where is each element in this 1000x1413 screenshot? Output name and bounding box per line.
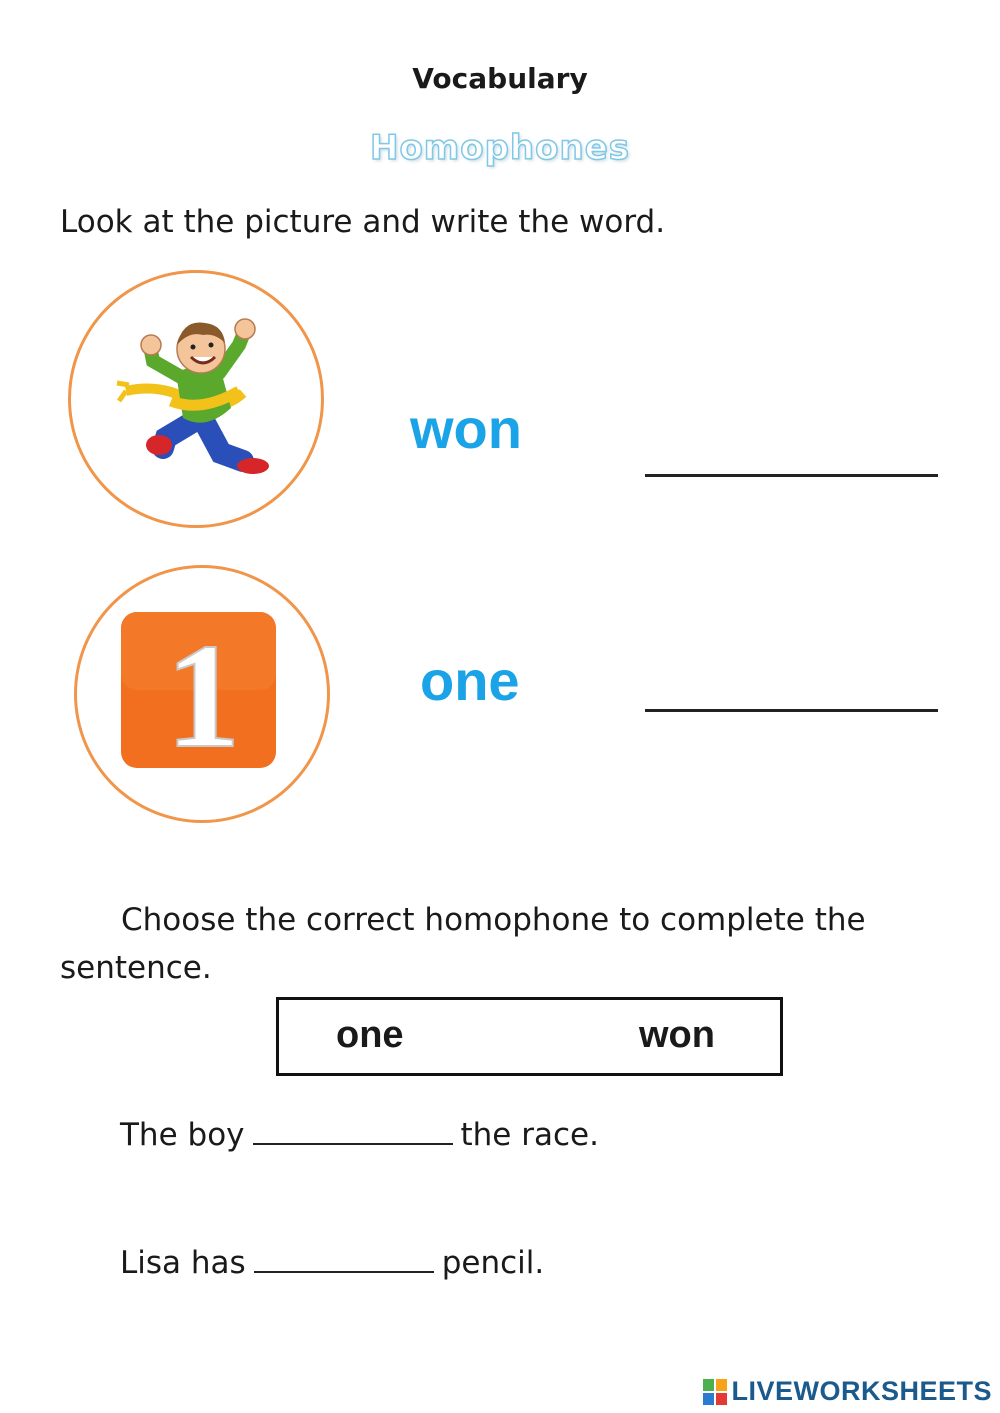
sentence-2-after: pencil. <box>441 1245 545 1281</box>
tile-digit: 1 <box>165 613 241 779</box>
sentence-1 <box>120 1117 599 1153</box>
running-boy-icon <box>71 273 321 525</box>
footer-brand-text: LIVEWORKSHEETS <box>731 1376 992 1406</box>
word-bank <box>276 997 783 1076</box>
footer-brand <box>703 1376 992 1407</box>
answer-line-won[interactable] <box>645 474 938 477</box>
word-one: one <box>420 649 520 712</box>
instruction-write-word: Look at the picture and write the word. <box>60 204 666 240</box>
word-bank-one: one <box>336 1014 404 1056</box>
sentence-1-blank[interactable] <box>253 1119 453 1145</box>
word-bank-won: won <box>639 1014 715 1056</box>
sentence-2-before: Lisa has <box>120 1245 246 1281</box>
liveworksheets-logo-icon <box>703 1379 727 1405</box>
page-subtitle: Homophones <box>369 128 630 168</box>
instruction-choose-homophone: Choose the correct homophone to complete the sentence. <box>60 902 866 986</box>
picture-circle-one <box>74 565 330 823</box>
number-one-tile-icon <box>77 568 327 820</box>
picture-circle-won <box>68 270 324 528</box>
sentence-2 <box>120 1245 544 1281</box>
page-title: Vocabulary <box>412 62 588 95</box>
sentence-1-before: The boy <box>120 1117 245 1153</box>
word-won: won <box>410 397 522 460</box>
answer-line-one[interactable] <box>645 709 938 712</box>
sentence-2-blank[interactable] <box>254 1247 434 1273</box>
sentence-1-after: the race. <box>460 1117 599 1153</box>
